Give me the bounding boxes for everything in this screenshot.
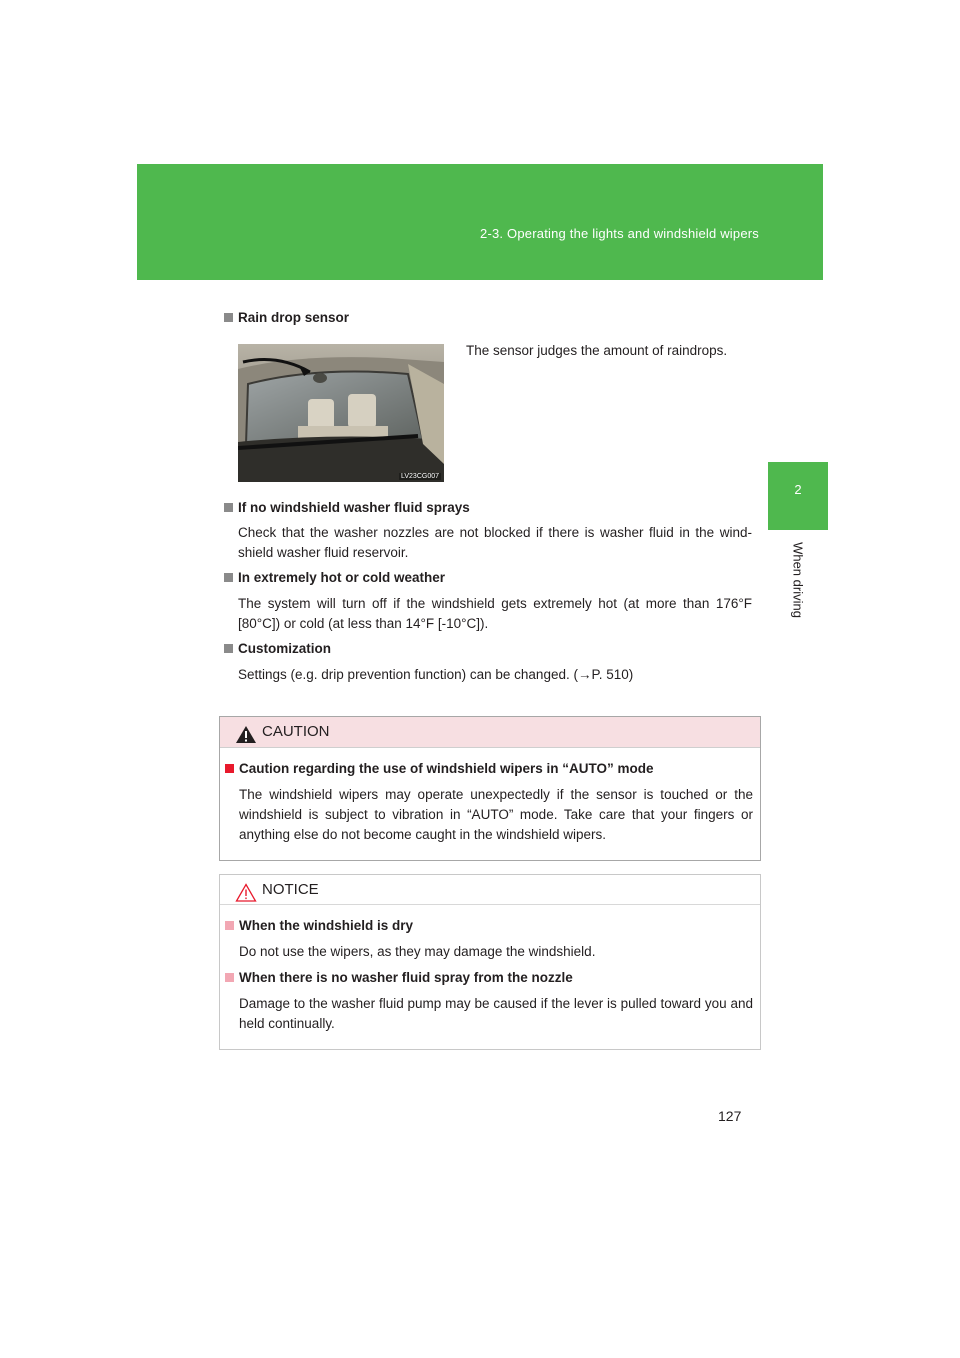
square-bullet-icon [224, 313, 233, 322]
notice-triangle-icon [235, 883, 257, 902]
notice-dry-heading: When the windshield is dry [225, 918, 413, 933]
notice-title: NOTICE [262, 881, 319, 898]
rain-drop-sensor-text: The sensor judges the amount of raindrops. [466, 343, 728, 358]
chapter-tab [768, 462, 828, 530]
square-bullet-icon [225, 973, 234, 982]
caution-box [219, 716, 761, 861]
square-bullet-icon [224, 503, 233, 512]
image-code: LV23CG007 [400, 473, 439, 480]
extreme-weather-text: The system will turn off if the windshield gets extremely hot (at more than 176°F [80°C]) or cold (at less than 14°F [-10°C]). [238, 596, 752, 631]
square-bullet-icon [224, 644, 233, 653]
chapter-label: When driving [790, 542, 806, 618]
square-bullet-icon [224, 573, 233, 582]
square-bullet-icon [225, 764, 234, 773]
windshield-sensor-photo [238, 344, 444, 482]
notice-header [220, 875, 760, 905]
notice-dry-text: Do not use the wipers, as they may damage the windshield. [239, 944, 596, 959]
caution-title: CAUTION [262, 723, 330, 740]
notice-box [219, 874, 761, 1050]
customization-heading: Customization [224, 641, 331, 656]
caution-header [220, 717, 760, 748]
caution-text: The windshield wipers may operate unexpectedly if the sensor is touched or the windshield is subject to vibration in “AUTO” mode. Take care that your fingers or anything else do not become caught in the windshield wipers. [239, 787, 753, 842]
no-washer-fluid-heading: If no windshield washer fluid sprays [224, 500, 470, 515]
extreme-weather-heading: In extremely hot or cold weather [224, 570, 445, 585]
header-band [137, 164, 823, 280]
page-number: 127 [718, 1108, 742, 1124]
notice-nozzle-heading: When there is no washer fluid spray from the nozzle [225, 970, 573, 985]
rain-drop-sensor-heading: Rain drop sensor [224, 310, 349, 325]
car-interior-illustration [238, 344, 444, 482]
chapter-number: 2 [794, 482, 802, 497]
section-title: 2-3. Operating the lights and windshield wipers [480, 226, 759, 241]
notice-nozzle-text: Damage to the washer fluid pump may be caused if the lever is pulled toward you and held continually. [239, 996, 753, 1031]
warning-triangle-icon [235, 725, 257, 744]
no-washer-fluid-text: Check that the washer nozzles are not blocked if there is washer fluid in the wind-shield washer fluid reservoir. [238, 525, 752, 560]
caution-heading: Caution regarding the use of windshield wipers in “AUTO” mode [225, 761, 654, 776]
square-bullet-icon [225, 921, 234, 930]
customization-text: Settings (e.g. drip prevention function) can be changed. (→P. 510) [238, 667, 634, 682]
